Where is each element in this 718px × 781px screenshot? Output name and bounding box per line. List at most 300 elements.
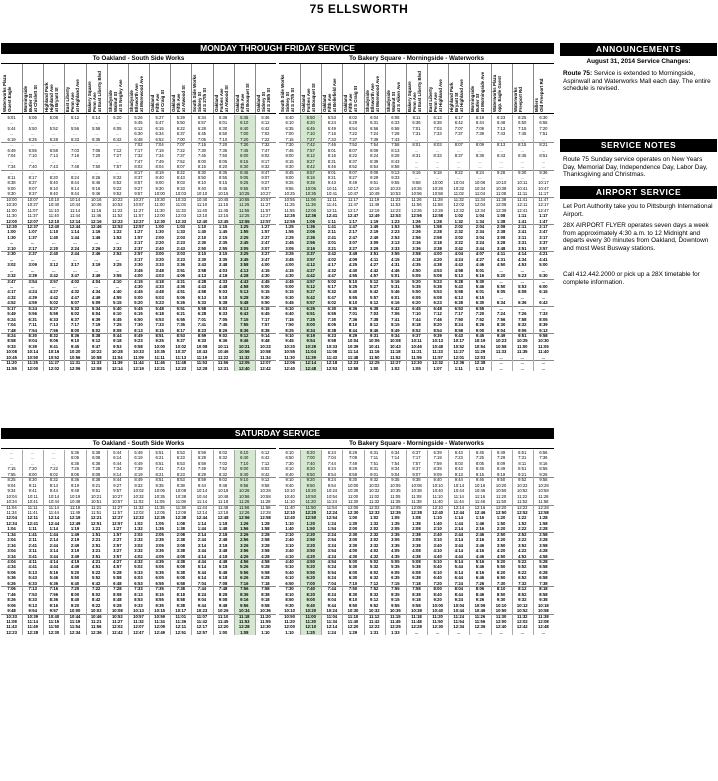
time-cell: 4:55 [348, 273, 358, 279]
time-cell: 5:36 [7, 575, 16, 581]
time-cell: 7:44 [412, 316, 421, 322]
time-cell: 9:30 [348, 477, 358, 483]
time-cell: 8:30 [240, 164, 249, 170]
column-separator [385, 450, 386, 635]
time-cell: 1:47 [539, 218, 548, 224]
time-cell: ... [499, 360, 503, 366]
time-cell: 3:52 [518, 542, 527, 548]
time-cell: 7:00 [306, 455, 315, 461]
time-cell: 9:02 [219, 477, 228, 483]
time-cell: 12:47 [133, 629, 144, 635]
time-cell: 2:40 [155, 245, 164, 251]
time-cell: 9:45 [70, 343, 80, 349]
time-cell: 10:57 [133, 613, 144, 619]
time-cell: 3:08 [412, 537, 421, 543]
time-cell: 11:11 [154, 354, 165, 360]
time-cell: 2:16 [475, 526, 485, 532]
time-cell: 6:01 [391, 294, 400, 300]
time-cell: 9:44 [197, 482, 207, 488]
time-cell: 11:36 [305, 202, 316, 208]
time-cell: 10:50 [305, 493, 316, 499]
time-cell: 9:48 [261, 338, 270, 344]
time-cell: 12:27 [133, 218, 144, 224]
time-cell: 12:06 [69, 365, 81, 371]
time-cell: 10:20 [495, 482, 507, 488]
time-cell: 3:44 [475, 245, 485, 251]
time-cell: ... [541, 136, 546, 142]
time-cell: 1:08 [412, 515, 421, 521]
time-cell: 12:44 [196, 515, 208, 521]
time-cell: 8:37 [348, 158, 358, 164]
time-cell: 1:33 [176, 229, 185, 235]
time-cell: 5:12 [369, 278, 379, 284]
time-cell: 1:37 [28, 234, 37, 240]
time-cell: 8:32 [49, 333, 59, 338]
time-cell: 2:58 [433, 234, 442, 240]
time-cell: 12:40 [284, 515, 295, 521]
time-cell: 8:10 [348, 322, 358, 328]
time-cell: ... [94, 240, 98, 246]
time-cell: 9:58 [327, 338, 337, 344]
time-cell: 6:08 [412, 569, 421, 575]
time-cell: ... [414, 629, 419, 635]
time-cell: 1:48 [218, 526, 228, 532]
column-separator [255, 450, 256, 635]
time-cell: 10:06 [474, 602, 486, 608]
time-cell: 7:51 [370, 460, 379, 466]
time-cell: 12:11 [517, 202, 528, 208]
time-cell: 6:05 [113, 125, 122, 131]
time-cell: 9:54 [28, 608, 37, 614]
time-cell: ... [73, 283, 77, 289]
time-cell: 11:08 [6, 618, 17, 624]
time-cell: 10:34 [474, 185, 486, 191]
time-cell: 8:15 [155, 327, 164, 333]
time-cell: 5:23 [518, 273, 527, 279]
time-cell: 8:29 [348, 466, 358, 472]
time-cell: 5:24 [28, 305, 37, 311]
time-cell: 10:06 [368, 338, 380, 344]
time-cell: 12:32 [432, 360, 443, 366]
time-cell: 3:35 [218, 256, 228, 262]
time-cell: 11:30 [495, 613, 507, 619]
time-cell: 8:15 [240, 158, 249, 164]
time-cell: 8:33 [28, 597, 37, 603]
time-cell: 8:35 [391, 591, 400, 597]
time-cell: 4:09 [348, 256, 358, 262]
time-cell: 10:46 [90, 202, 102, 208]
time-cell: 10:03 [175, 191, 187, 197]
time-cell: 5:46 [475, 283, 485, 289]
time-cell: ... [499, 174, 503, 180]
time-cell: 2:22 [518, 526, 527, 532]
time-cell: 2:05 [391, 526, 400, 532]
time-cell: 6:32 [369, 575, 379, 581]
time-cell: 1:02 [134, 520, 143, 526]
time-cell: 9:57 [49, 608, 59, 614]
time-cell: 12:00 [284, 624, 295, 630]
time-cell: 10:32 [453, 185, 465, 191]
time-cell: 2:06 [306, 229, 315, 235]
time-cell: 11:04 [326, 613, 338, 619]
weekday-left-column-headers [1, 64, 276, 114]
time-cell: 8:07 [454, 142, 463, 148]
time-cell: 8:21 [155, 471, 164, 477]
time-cell: 12:34 [6, 520, 17, 526]
time-cell: 4:59 [28, 300, 37, 306]
time-cell: 6:40 [70, 580, 80, 586]
time-cell: 12:08 [411, 504, 422, 510]
time-cell: 9:37 [28, 191, 37, 197]
column-separator [448, 115, 449, 371]
time-cell: 5:59 [197, 450, 207, 455]
time-cell: 11:34 [260, 354, 271, 360]
time-cell: 8:16 [327, 153, 336, 159]
time-cell: 5:14 [197, 564, 207, 570]
time-cell: 5:49 [7, 311, 16, 317]
time-cell: 10:00 [154, 343, 165, 349]
time-cell: 2:11 [518, 224, 527, 229]
time-cell: 10:57 [133, 202, 144, 208]
time-cell: 12:44 [48, 520, 60, 526]
time-cell: 7:48 [218, 586, 228, 592]
time-cell: 3:35 [391, 542, 400, 548]
column-header: Oakland Fifth Ave at Atwood St [171, 85, 187, 112]
time-cell: ... [52, 460, 56, 466]
time-cell: 4:21 [176, 278, 185, 284]
time-cell: 8:53 [176, 477, 185, 483]
time-cell: 2:50 [306, 537, 315, 543]
time-cell: 7:13 [49, 153, 58, 159]
time-cell: 9:04 [197, 597, 207, 603]
time-cell: 7:03 [433, 125, 442, 131]
time-cell: 5:26 [240, 564, 249, 570]
time-cell: 10:50 [495, 608, 507, 614]
time-cell: 4:10 [433, 548, 442, 554]
time-cell: 4:18 [218, 273, 228, 279]
time-cell: 9:19 [306, 333, 315, 338]
time-cell: 11:20 [260, 613, 271, 619]
column-separator [170, 450, 171, 635]
time-cell: 11:08 [175, 499, 186, 505]
time-cell: 11:48 [411, 618, 422, 624]
time-cell: 1:38 [176, 526, 185, 532]
time-cell: 7:20 [240, 136, 249, 142]
time-cell: 1:45 [218, 229, 228, 235]
time-cell: 11:07 [27, 207, 38, 213]
time-cell: 4:51 [176, 289, 185, 295]
time-cell: ... [520, 365, 524, 371]
time-cell: 9:35 [391, 477, 400, 483]
column-separator [342, 64, 343, 113]
time-cell: 3:58 [261, 548, 270, 554]
time-cell: 6:38 [369, 305, 379, 311]
time-cell: 10:38 [411, 488, 422, 494]
column-separator [533, 450, 534, 635]
time-cell: 7:32 [518, 580, 527, 586]
time-cell: 6:37 [412, 450, 421, 455]
time-cell: 6:29 [348, 120, 358, 126]
time-cell: 8:15 [518, 142, 527, 148]
time-cell: 8:27 [306, 158, 315, 164]
time-cell: 11:27 [453, 349, 465, 355]
column-separator [128, 450, 129, 635]
time-cell: 10:35 [154, 349, 165, 355]
time-cell: 11:14 [48, 504, 59, 510]
time-cell: 12:36 [90, 629, 102, 635]
time-cell: 12:28 [27, 629, 39, 635]
time-cell: 4:34 [91, 289, 101, 295]
weekday-right-column-headers [279, 64, 554, 114]
time-cell: 12:30 [347, 509, 359, 515]
time-cell: 6:42 [391, 305, 400, 311]
time-cell: 11:47 [347, 202, 359, 208]
time-cell: 8:20 [306, 466, 315, 472]
time-cell: 9:52 [518, 477, 527, 483]
time-cell: 1:51 [91, 531, 101, 537]
time-cell: 7:07 [454, 125, 463, 131]
time-cell: 2:30 [197, 240, 207, 246]
time-cell: 5:42 [306, 294, 315, 300]
time-cell: 3:28 [261, 542, 270, 548]
time-cell: 1:41 [327, 224, 337, 229]
time-cell: 7:06 [7, 586, 16, 592]
time-cell: 9:44 [454, 477, 463, 483]
time-cell: 11:14 [347, 349, 359, 355]
time-cell: 12:02 [453, 202, 465, 208]
time-cell: 9:04 [391, 471, 400, 477]
time-cell: 11:24 [326, 499, 337, 505]
time-cell: 9:13 [454, 471, 463, 477]
time-cell: 7:05 [197, 136, 207, 142]
time-cell: ... [30, 158, 35, 164]
time-cell: 12:30 [154, 218, 165, 224]
time-cell: 1:44 [454, 520, 463, 526]
time-cell: 10:40 [432, 608, 443, 614]
time-cell: 1:10 [285, 520, 294, 526]
time-cell: 1:49 [70, 531, 80, 537]
time-cell: 5:15 [261, 289, 270, 295]
time-cell: 5:46 [391, 289, 400, 295]
time-cell: 6:28 [539, 569, 548, 575]
time-cell: 11:13 [175, 354, 187, 360]
time-cell: 5:35 [155, 569, 164, 575]
time-cell: 5:13 [454, 273, 463, 279]
time-cell: 4:28 [197, 278, 207, 284]
time-cell: 6:16 [391, 300, 400, 306]
time-cell: ... [73, 256, 77, 262]
time-cell: 11:05 [538, 343, 549, 349]
time-cell: 10:00 [6, 196, 17, 202]
time-cell: 8:18 [539, 586, 548, 592]
time-cell: 5:15 [285, 289, 294, 295]
time-cell: 8:57 [306, 169, 315, 175]
weekday-left-direction: To Oakland - South Side Works [1, 55, 276, 64]
time-cell: 3:49 [91, 273, 101, 279]
time-cell: 11:15 [48, 618, 60, 624]
time-cell: 5:58 [92, 125, 101, 131]
time-cell: 7:51 [539, 131, 548, 137]
time-cell: 7:24 [454, 580, 463, 586]
time-cell: 2:37 [28, 251, 37, 257]
time-cell: 9:10 [348, 597, 358, 603]
time-cell: 11:16 [91, 207, 102, 213]
time-cell: 2:35 [391, 531, 400, 537]
time-cell: 9:38 [412, 477, 421, 483]
time-cell: 11:34 [326, 618, 338, 624]
time-cell: 8:13 [497, 142, 506, 148]
time-cell: 12:45 [217, 218, 229, 224]
time-cell: 6:43 [539, 300, 548, 306]
time-cell: 11:50 [305, 504, 316, 510]
time-cell: 2:58 [261, 537, 270, 543]
time-cell: 9:55 [240, 185, 249, 191]
time-cell: 9:24 [454, 597, 463, 603]
time-cell: 12:23 [175, 365, 187, 371]
time-cell: 5:56 [70, 125, 80, 131]
time-cell: 8:31 [412, 153, 421, 159]
time-cell: ... [435, 174, 440, 180]
time-cell: 3:44 [454, 542, 463, 548]
time-cell: 7:04 [7, 322, 16, 328]
column-separator [191, 64, 192, 113]
time-cell: 4:45 [261, 278, 270, 284]
time-cell: 9:07 [412, 471, 421, 477]
time-cell: 11:12 [368, 613, 380, 619]
time-cell: 9:54 [306, 338, 315, 344]
time-cell: 4:28 [539, 548, 548, 554]
time-cell: 1:10 [49, 229, 59, 235]
time-cell: 5:35 [391, 564, 400, 570]
time-cell: 8:42 [91, 597, 101, 603]
time-cell: 12:46 [90, 224, 102, 229]
time-cell: 1:16 [91, 229, 101, 235]
time-cell: 2:49 [70, 542, 80, 548]
time-cell: 12:26 [411, 207, 422, 213]
time-cell: 4:53 [518, 262, 527, 268]
time-cell: 10:02 [368, 482, 380, 488]
time-cell: 6:26 [240, 575, 249, 581]
time-cell: 12:49 [154, 629, 165, 635]
time-cell: 8:50 [496, 591, 506, 597]
time-cell: 7:57 [412, 460, 421, 466]
time-cell: ... [541, 354, 546, 360]
column-header: Morningside Butler St at Chislett St [23, 85, 39, 112]
time-cell: 5:08 [176, 564, 185, 570]
time-cell: ... [541, 278, 546, 284]
time-cell: 11:15 [390, 613, 401, 619]
time-cell: 4:38 [176, 559, 185, 564]
time-cell: 9:10 [240, 477, 249, 483]
time-cell: ... [435, 629, 440, 635]
column-separator [128, 115, 129, 371]
time-cell: 3:27 [348, 245, 358, 251]
time-cell: ... [115, 120, 120, 126]
time-cell: 10:11 [517, 180, 528, 186]
time-cell: 3:10 [285, 542, 294, 548]
time-cell: 4:04 [91, 278, 101, 284]
column-separator [22, 64, 23, 113]
time-cell: 11:39 [305, 354, 316, 360]
time-cell: 5:17 [7, 305, 16, 311]
time-cell: 12:15 [217, 213, 229, 219]
time-cell: 8:10 [496, 586, 506, 592]
time-cell: 9:16 [412, 169, 421, 175]
column-separator [385, 64, 386, 113]
time-cell: 12:25 [389, 624, 401, 630]
time-cell: 1:10 [285, 629, 294, 635]
time-cell: 3:34 [7, 553, 16, 559]
time-cell: 11:28 [538, 493, 549, 499]
time-cell: 11:52 [390, 354, 401, 360]
time-cell: 7:22 [176, 147, 185, 153]
time-cell: 3:16 [475, 537, 485, 543]
time-cell: 12:56 [238, 515, 250, 521]
time-cell: 7:45 [218, 322, 228, 328]
time-cell: 7:15 [285, 316, 294, 322]
time-cell: 3:09 [369, 240, 379, 246]
time-cell: 1:02 [391, 365, 400, 371]
time-cell: 3:31 [518, 240, 527, 246]
time-cell: 12:02 [111, 624, 123, 630]
time-cell: 7:31 [412, 131, 421, 137]
time-cell: 6:10 [433, 569, 442, 575]
time-cell: 9:43 [454, 333, 463, 338]
time-cell: 11:58 [538, 499, 549, 505]
time-cell: 6:02 [348, 115, 358, 120]
time-cell: 12:54 [326, 515, 338, 521]
time-cell: 1:56 [240, 526, 249, 532]
time-cell: 2:02 [454, 224, 463, 229]
time-cell: 4:27 [113, 559, 122, 564]
time-cell: 6:59 [197, 460, 207, 466]
column-header: Millers Old Freeport Rd [533, 78, 544, 112]
time-cell: 8:53 [176, 333, 185, 338]
time-cell: 6:22 [518, 569, 527, 575]
time-cell: 6:17 [454, 115, 463, 120]
time-cell: 12:22 [517, 504, 528, 510]
time-cell: 10:23 [260, 343, 271, 349]
time-cell: 6:12 [134, 125, 143, 131]
time-cell: 6:50 [518, 120, 527, 126]
time-cell: 9:27 [134, 185, 143, 191]
time-cell: 1:05 [412, 365, 421, 371]
time-cell: 9:10 [285, 477, 294, 483]
time-cell: 5:50 [412, 289, 421, 295]
time-cell: 2:38 [176, 537, 185, 543]
time-cell: 3:04 [7, 548, 16, 554]
time-cell: 6:03 [218, 305, 228, 311]
time-cell: 9:14 [261, 333, 270, 338]
time-cell: ... [52, 267, 56, 273]
time-cell: 2:20 [49, 245, 59, 251]
time-cell: 11:10 [48, 207, 59, 213]
time-cell: 12:40 [238, 365, 250, 371]
time-cell: ... [94, 283, 98, 289]
time-cell: 7:57 [261, 322, 270, 328]
time-cell: ... [73, 131, 77, 137]
time-cell: 7:56 [49, 327, 59, 333]
time-cell: 9:10 [285, 333, 294, 338]
time-cell: 12:19 [368, 207, 380, 213]
time-cell: 12:21 [90, 515, 102, 521]
time-cell: 1:04 [475, 213, 485, 219]
time-cell: 9:32 [134, 482, 143, 488]
time-cell: 4:50 [496, 262, 506, 268]
time-cell: 7:09 [475, 125, 485, 131]
time-cell: 7:30 [134, 322, 143, 328]
time-cell: 12:48 [217, 515, 229, 521]
